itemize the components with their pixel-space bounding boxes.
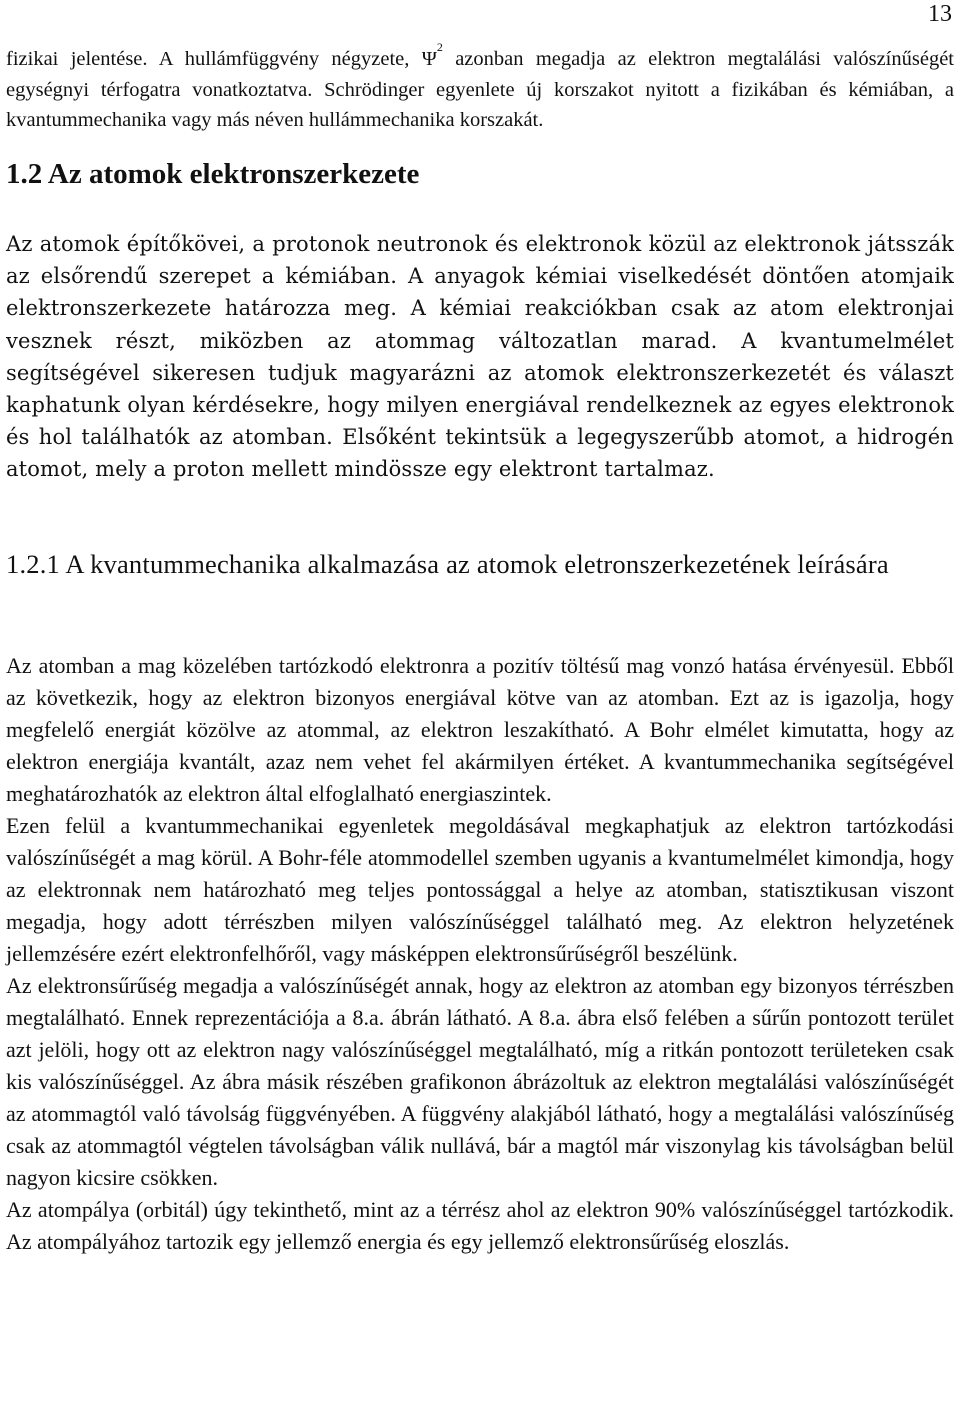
intro-text-after-psi: azonban megadja az elektron megtalálási valószínűségét egységnyi térfogatra vonatkoztatva. Schrödinger egyenlete új korszakot nyitott a fizikában és kémiában, a kvantummechanika vagy más néven hullámmechanika korszakát. — [6, 48, 954, 131]
section-1-2-1-paragraph: Az elektronsűrűség megadja a valószínűségét annak, hogy az elektron az atomban egy bizonyos térrészben megtalálható. Ennek reprezentációja a 8.a. ábrán látható. A 8.a. ábra első felében a sűrűn pontozott terület azt jelöli, hogy ott az elektron nagy valószínűséggel megtalálható, míg a ritkán pontozott területeken csak kis valószínűséggel. Az ábra másik részében grafikonon ábrázoltuk az elektron megtalálási valószínűségét az atommagtól való távolság függvényében. A függvény alakjából látható, hogy a megtalálási valószínűség csak az atommagtól végtelen távolságban válik nullává, bár a magtól már viszonylag kis távolságban belül nagyon kicsire csökken. — [6, 973, 954, 1190]
intro-paragraph — [6, 40, 954, 136]
section-1-2-paragraph: Az atomok építőkövei, a protonok neutronok és elektronok közül az elektronok játsszák az elsőrendű szerepet a kémiában. A anyagok kémiai viselkedését döntően atomjaik elektronszerkezete határozza meg. A kémiai reakciókban csak az atom elektronjai vesznek részt, miközben az atommag változatlan marad. A kvantumelmélet segítségével sikeresen tudjuk magyarázni az atomok elektronszerkezetét és választ kaphatunk olyan kérdésekre, hogy milyen energiával rendelkeznek az egyes elektronok és hol találhatók az atomban. Elsőként tekintsük a legegyszerűbb atomot, a hidrogén atomot, mely a proton mellett mindössze egy elektront tartalmaz. — [6, 232, 954, 482]
section-heading-1-2: 1.2 Az atomok elektronszerkezete — [6, 158, 420, 190]
section-1-2-1-paragraph: Az atompálya (orbitál) úgy tekinthető, mint az a térrész ahol az elektron 90% valószínűséggel tartózkodik. Az atompályához tartozik egy jellemző energia és egy jellemző elektronsűrűség eloszlás. — [6, 1197, 954, 1254]
page-number: 13 — [928, 1, 952, 27]
section-heading-1-2-1: 1.2.1 A kvantummechanika alkalmazása az atomok eletronszerkezetének leírására — [6, 549, 889, 579]
section-1-2-1-paragraph: Az atomban a mag közelében tartózkodó elektronra a pozitív töltésű mag vonzó hatása érvényesül. Ebből az következik, hogy az elektron bizonyos energiával kötve van az atomban. Ezt az is igazolja, hogy megfelelő energiát közölve az atommal, az elektron leszakítható. A Bohr elmélet kimutatta, hogy az elektron energiája kvantált, azaz nem vehet fel akármilyen értéket. A kvantummechanika segítségével meghatározhatók az elektron által elfoglalható energiaszintek. — [6, 653, 954, 806]
psi-symbol: Ψ — [421, 48, 437, 70]
psi-squared-symbol — [421, 40, 443, 70]
intro-text-before-psi: fizikai jelentése. A hullámfüggvény négyzete, — [6, 48, 422, 70]
psi-exponent: 2 — [436, 40, 443, 54]
section-1-2-1-paragraph: Ezen felül a kvantummechanikai egyenletek megoldásával megkaphatjuk az elektron tartózkodási valószínűségét a mag körül. A Bohr-féle atommodellel szemben ugyanis a kvantumelmélet kimondja, hogy az elektronnak nem határozható meg teljes pontossággal a helye az atomban, statisztikusan viszont megadja, hogy adott térrészben milyen valószínűséggel található meg. Az elektron helyzetének jellemzésére ezért elektronfelhőről, vagy másképpen elektronsűrűségről beszélünk. — [6, 813, 954, 966]
section-1-2-1-body — [6, 650, 954, 1258]
